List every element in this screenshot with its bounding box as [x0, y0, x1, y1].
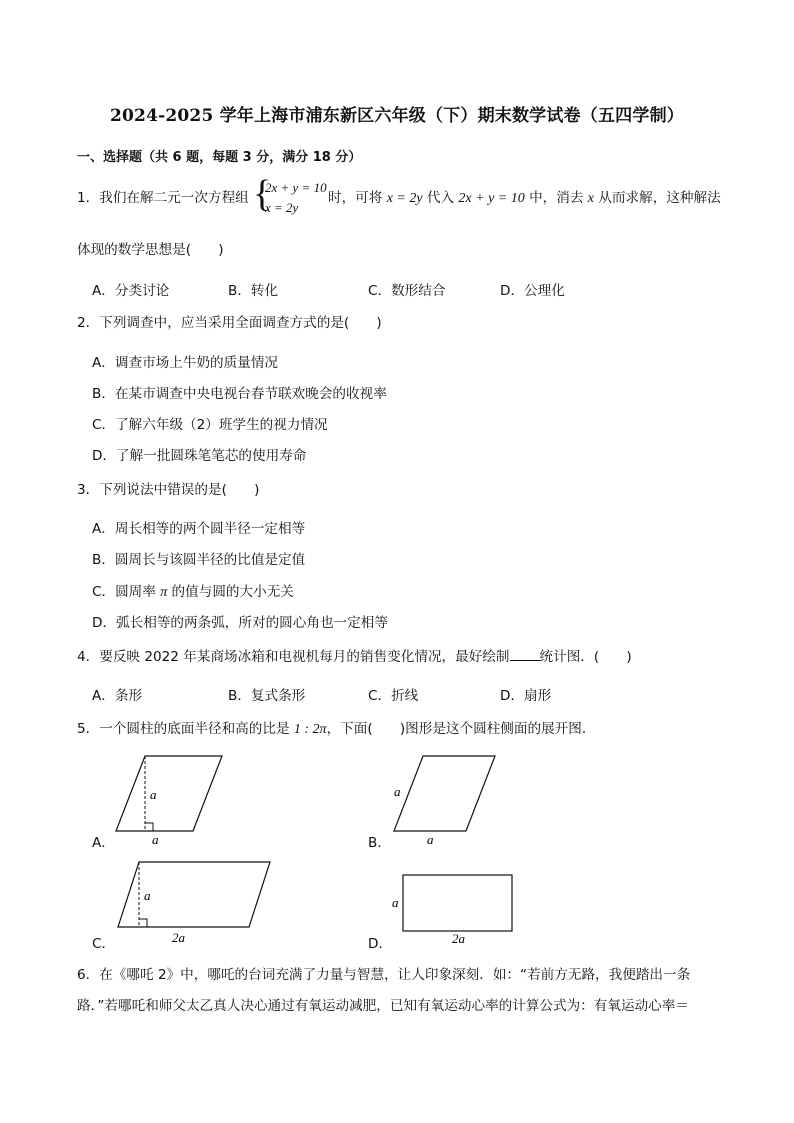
q1-stem-line2: 体现的数学思想是( ) [77, 242, 224, 258]
figure-d-rectangle [388, 866, 518, 948]
q4-option-d[interactable]: D．扇形 [500, 688, 552, 704]
q2-option-c[interactable]: C．了解六年级（2）班学生的视力情况 [92, 417, 328, 433]
ratio: 1 : 2π [293, 722, 327, 737]
pi-symbol: π [160, 585, 168, 600]
q1-option-d[interactable]: D．公理化 [500, 283, 565, 299]
q1-option-b[interactable]: B．转化 [228, 283, 279, 299]
q2-option-a[interactable]: A．调查市场上牛奶的质量情况 [92, 355, 279, 371]
q1-stem-part1: 1．我们在解二元一次方程组 [77, 190, 249, 206]
q5-stem: 5．一个圆柱的底面半径和高的比是 1 : 2π，下面( )图形是这个圆柱侧面的展开图． [77, 721, 596, 737]
q1-option-a[interactable]: A．分类讨论 [92, 283, 170, 299]
q5-option-c-label[interactable]: C． [92, 936, 116, 952]
fig-a-base-label: a [152, 832, 159, 847]
fig-d-base-label: 2a [452, 931, 465, 946]
equation-2: x = 2y [265, 200, 299, 215]
q3-stem: 3．下列说法中错误的是( ) [77, 482, 260, 498]
fig-d-side-label: a [392, 895, 399, 910]
q6-line2: 路．”若哪吒和师父太乙真人决心通过有氧运动减肥，已知有氧运动心率的计算公式为：有氧运动心率＝ [77, 998, 689, 1014]
q3-option-c[interactable]: C．圆周率 π 的值与圆的大小无关 [92, 584, 294, 600]
figure-b-parallelogram [388, 752, 503, 847]
q1-option-c[interactable]: C．数形结合 [368, 283, 446, 299]
section-heading: 一、选择题（共 6 题，每题 3 分，满分 18 分） [77, 150, 362, 165]
fig-b-side-label: a [394, 784, 401, 799]
q3-option-b[interactable]: B．圆周长与该圆半径的比值是定值 [92, 552, 306, 568]
fig-b-base-label: a [427, 832, 434, 847]
q4-stem: 4．要反映 2022 年某商场冰箱和电视机每月的销售变化情况，最好绘制 统计图．( ) [77, 649, 632, 665]
equation-system [265, 178, 327, 218]
figure-a-parallelogram [110, 752, 230, 847]
q5-option-d-label[interactable]: D． [368, 936, 393, 952]
q2-option-b[interactable]: B．在某市调查中央电视台春节联欢晚会的收视率 [92, 386, 387, 402]
q2-stem: 2．下列调查中，应当采用全面调查方式的是( ) [77, 315, 382, 331]
q2-option-d[interactable]: D．了解一批圆珠笔笔芯的使用寿命 [92, 448, 307, 464]
q3-option-a[interactable]: A．周长相等的两个圆半径一定相等 [92, 521, 306, 537]
q1-stem-part2: 时，可将 x = 2y 代入 2x + y = 10 中，消去 x 从而求解，这种解法 [328, 190, 721, 206]
equation-1: 2x + y = 10 [265, 180, 327, 195]
q4-option-a[interactable]: A．条形 [92, 688, 143, 704]
q5-option-b-label[interactable]: B． [368, 835, 391, 851]
brace-symbol: { [253, 173, 272, 215]
fig-a-side-label: a [150, 787, 157, 802]
page-title: 2024-2025 学年上海市浦东新区六年级（下）期末数学试卷（五四学制） [109, 106, 684, 126]
q4-option-b[interactable]: B．复式条形 [228, 688, 306, 704]
fig-c-side-label: a [144, 888, 151, 903]
answer-blank[interactable] [510, 648, 540, 661]
q4-option-c[interactable]: C．折线 [368, 688, 419, 704]
q3-option-d[interactable]: D．弧长相等的两条弧，所对的圆心角也一定相等 [92, 615, 388, 631]
figure-c-parallelogram [112, 858, 277, 948]
q6-line1: 6．在《哪吒 2》中，哪吒的台词充满了力量与智慧，让人印象深刻．如：“若前方无路，我便踏出一条 [77, 967, 691, 983]
fig-c-base-label: 2a [172, 930, 185, 945]
q5-option-a-label[interactable]: A． [92, 835, 115, 851]
